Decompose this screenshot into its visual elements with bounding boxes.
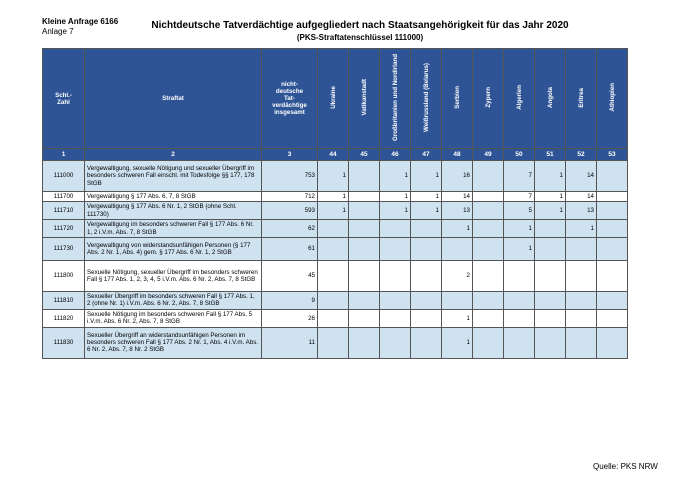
country-value (380, 238, 411, 261)
country-value (473, 202, 504, 220)
offense-key: 111720 (43, 220, 85, 238)
country-value (380, 292, 411, 310)
country-value (411, 292, 442, 310)
table-row (43, 202, 628, 220)
country-value (318, 220, 349, 238)
total-value: 45 (262, 261, 318, 292)
country-value (473, 192, 504, 202)
country-value: 14 (442, 192, 473, 202)
country-value (473, 292, 504, 310)
total-value: 712 (262, 192, 318, 202)
offense-description: Sexuelle Nötigung, sexueller Übergriff im besonders schweren Fall § 177 Abs. 1, 2, 3, 4, 5 i.V.m. Abs. 6 Nr. 2, Abs. 7, 8 StGB (85, 261, 262, 292)
column-number: 1 (43, 149, 85, 161)
country-value: 1 (566, 220, 597, 238)
total-value: 61 (262, 238, 318, 261)
country-value: 7 (504, 192, 535, 202)
country-value (597, 327, 628, 358)
column-number: 48 (442, 149, 473, 161)
offense-key: 111810 (43, 292, 85, 310)
country-value (380, 327, 411, 358)
col-header-key: Schl.- Zahl (43, 49, 85, 149)
country-value (411, 220, 442, 238)
offense-description: Sexueller Übergriff an widerstandsunfähigen Personen im besonders schweren Fall § 177 Abs. 2 Nr. 1, Abs. 4 i.V.m. Abs. 6 Nr. 2, Abs. 7, 8 Nr. 2 StGB (85, 327, 262, 358)
country-value (535, 220, 566, 238)
anfrage-label: Kleine Anfrage 6166 (42, 17, 119, 26)
column-number: 53 (597, 149, 628, 161)
country-value (504, 309, 535, 327)
country-value: 5 (504, 202, 535, 220)
col-header-aethiopien: Äthiopien (597, 49, 628, 149)
country-value (597, 192, 628, 202)
country-value: 1 (411, 161, 442, 192)
country-value: 16 (442, 161, 473, 192)
offense-key: 111710 (43, 202, 85, 220)
total-value: 753 (262, 161, 318, 192)
country-value (473, 161, 504, 192)
column-number: 2 (85, 149, 262, 161)
table-row (43, 161, 628, 192)
column-number: 49 (473, 149, 504, 161)
page-title: Nichtdeutsche Tatverdächtige aufgegliedert nach Staatsangehörigkeit für das Jahr 2020 (151, 20, 569, 31)
column-number: 3 (262, 149, 318, 161)
source-note: Quelle: PKS NRW (593, 462, 658, 471)
country-value (535, 327, 566, 358)
table-row (43, 309, 628, 327)
offense-description: Sexueller Übergriff im besonders schweren Fall § 177 Abs. 1, 2 (ohne Nr. 1) i.V.m. Abs. 6 Nr. 2, Abs. 7, 8 StGB (85, 292, 262, 310)
country-value (597, 161, 628, 192)
table-row (43, 220, 628, 238)
table-row (43, 292, 628, 310)
country-value: 1 (380, 202, 411, 220)
header-row (43, 49, 628, 149)
country-value: 1 (411, 202, 442, 220)
col-header-eritrea: Eritrea (566, 49, 597, 149)
country-value (597, 309, 628, 327)
country-value (473, 261, 504, 292)
total-value: 62 (262, 220, 318, 238)
document-reference (42, 17, 118, 37)
country-value (535, 238, 566, 261)
column-number: 51 (535, 149, 566, 161)
country-value (535, 292, 566, 310)
country-value: 1 (380, 192, 411, 202)
table-row (43, 327, 628, 358)
offense-description: Vergewaltigung, sexuelle Nötigung und sexueller Übergriff im besonders schweren Fall einschl. mit Todesfolge §§ 177, 178 StGB (85, 161, 262, 192)
country-value (349, 202, 380, 220)
column-number: 45 (349, 149, 380, 161)
country-value (349, 292, 380, 310)
table-row (43, 261, 628, 292)
offense-description: Vergewaltigung von widerstandsunfähigen Personen (§ 177 Abs. 2 Nr. 1, Abs. 4) gem. § 177 Abs. 6 Nr. 1, 2 StGB (85, 238, 262, 261)
column-number: 44 (318, 149, 349, 161)
country-value (318, 327, 349, 358)
country-value (380, 220, 411, 238)
country-value: 7 (504, 161, 535, 192)
country-value: 1 (442, 327, 473, 358)
country-value (473, 309, 504, 327)
column-number: 46 (380, 149, 411, 161)
total-value: 9 (262, 292, 318, 310)
country-value: 1 (318, 202, 349, 220)
column-number: 52 (566, 149, 597, 161)
country-value (349, 161, 380, 192)
country-value (349, 220, 380, 238)
country-value (349, 327, 380, 358)
col-header-grossbritanien: Großbritanien und Nordirland (380, 49, 411, 149)
table-row (43, 238, 628, 261)
country-value (535, 261, 566, 292)
country-value: 1 (535, 161, 566, 192)
country-value: 1 (442, 309, 473, 327)
country-value (566, 309, 597, 327)
country-value (411, 327, 442, 358)
country-value (597, 238, 628, 261)
total-value: 593 (262, 202, 318, 220)
country-value (504, 327, 535, 358)
offense-key: 111730 (43, 238, 85, 261)
column-number-row (43, 149, 628, 161)
col-header-serbien: Serbien (442, 49, 473, 149)
country-value (473, 238, 504, 261)
page-subtitle: (PKS-Straftatenschlüssel 111000) (296, 33, 424, 42)
country-value (318, 238, 349, 261)
country-value: 1 (318, 192, 349, 202)
country-value (535, 309, 566, 327)
country-value: 1 (380, 161, 411, 192)
col-header-zypern: Zypern (473, 49, 504, 149)
country-value (597, 261, 628, 292)
country-value (442, 238, 473, 261)
col-header-algerien: Algerien (504, 49, 535, 149)
country-value: 1 (442, 220, 473, 238)
country-value: 13 (442, 202, 473, 220)
country-value (318, 261, 349, 292)
col-header-vatikanstadt: Vatikanstadt (349, 49, 380, 149)
country-value (411, 309, 442, 327)
country-value (411, 238, 442, 261)
total-value: 26 (262, 309, 318, 327)
country-value (411, 261, 442, 292)
country-value: 1 (318, 161, 349, 192)
offense-key: 111820 (43, 309, 85, 327)
country-value: 1 (504, 220, 535, 238)
offense-description: Sexuelle Nötigung im besonders schweren Fall § 177 Abs. 5 i.V.m. Abs. 6 Nr. 2, Abs. 7, 8 StGB (85, 309, 262, 327)
country-value: 14 (566, 192, 597, 202)
country-value: 14 (566, 161, 597, 192)
offense-key: 111700 (43, 192, 85, 202)
country-value (349, 192, 380, 202)
offense-key: 111000 (43, 161, 85, 192)
country-value: 1 (504, 238, 535, 261)
country-value: 1 (535, 192, 566, 202)
offense-description: Vergewaltigung im besonders schweren Fall § 177 Abs. 6 Nr. 1, 2 i.V.m. Abs. 7, 8 StGB (85, 220, 262, 238)
total-value: 11 (262, 327, 318, 358)
country-value: 13 (566, 202, 597, 220)
country-value (380, 261, 411, 292)
offense-description: Vergewaltigung § 177 Abs. 6 Nr. 1, 2 StGB (ohne Schl. 111730) (85, 202, 262, 220)
col-header-ukraine: Ukraine (318, 49, 349, 149)
country-value (473, 220, 504, 238)
country-value (349, 309, 380, 327)
country-value (597, 292, 628, 310)
country-value (566, 261, 597, 292)
table-body (43, 161, 628, 359)
col-header-total: nicht- deutsche Tat- verdächtige insgesamt (262, 49, 318, 149)
table-row (43, 192, 628, 202)
country-value (597, 202, 628, 220)
col-header-offense: Straftat (85, 49, 262, 149)
country-value (380, 309, 411, 327)
country-value: 1 (411, 192, 442, 202)
offense-key: 111830 (43, 327, 85, 358)
statistics-table (42, 48, 628, 359)
country-value (566, 292, 597, 310)
country-value (566, 238, 597, 261)
country-value (442, 292, 473, 310)
offense-description: Vergewaltigung § 177 Abs. 6, 7, 8 StGB (85, 192, 262, 202)
anlage-label: Anlage 7 (42, 27, 74, 36)
column-number: 47 (411, 149, 442, 161)
column-number: 50 (504, 149, 535, 161)
country-value (566, 327, 597, 358)
country-value (597, 220, 628, 238)
col-header-weissrussland: Weißrussland (Belarus) (411, 49, 442, 149)
country-value (318, 292, 349, 310)
country-value (349, 238, 380, 261)
country-value (318, 309, 349, 327)
offense-key: 111800 (43, 261, 85, 292)
col-header-angola: Angola (535, 49, 566, 149)
country-value: 2 (442, 261, 473, 292)
country-value (349, 261, 380, 292)
country-value (504, 261, 535, 292)
country-value: 1 (535, 202, 566, 220)
country-value (504, 292, 535, 310)
country-value (473, 327, 504, 358)
